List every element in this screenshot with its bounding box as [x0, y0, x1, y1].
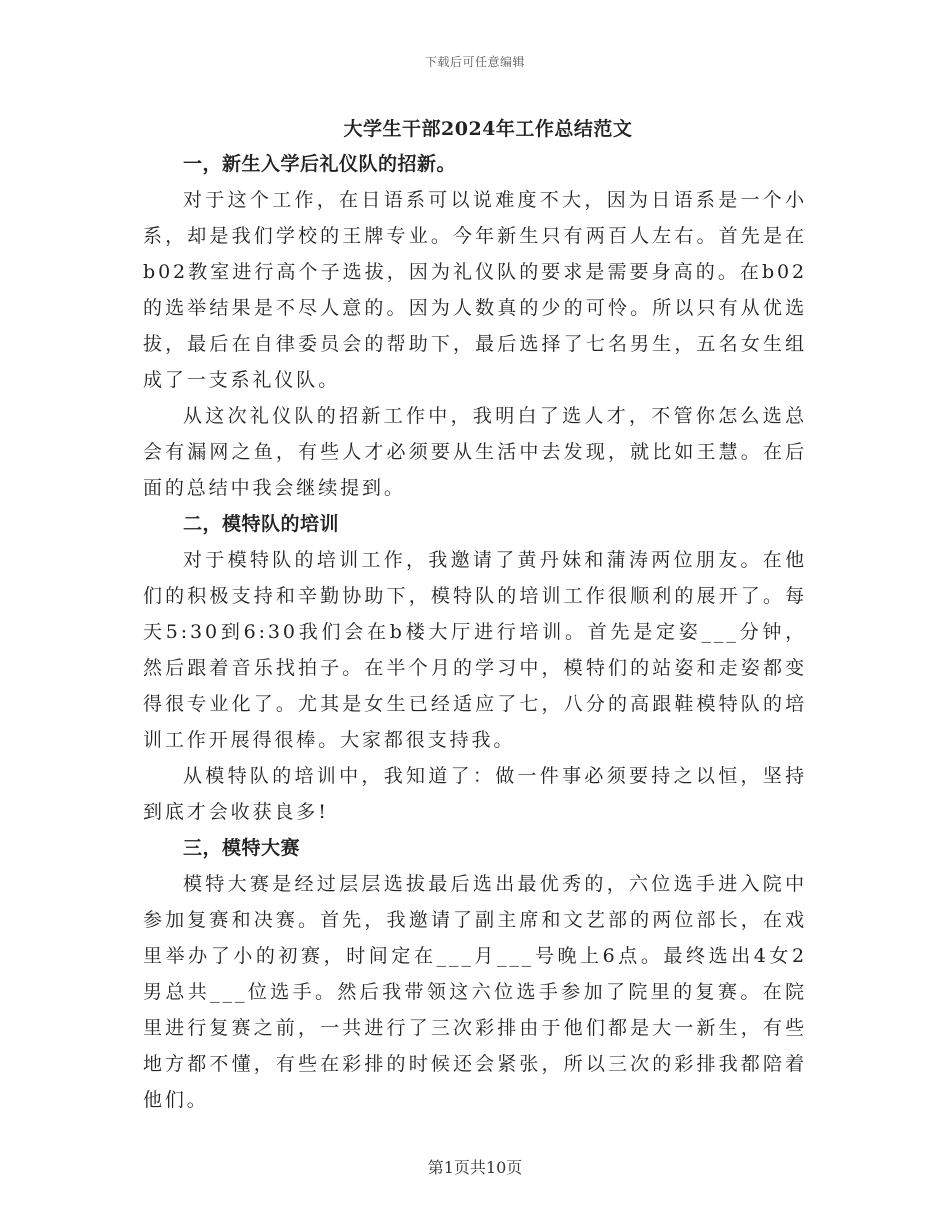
header-note: 下载后可任意编辑: [424, 55, 525, 69]
paragraph: 从模特队的培训中，我知道了：做一件事必须要持之以恒，坚持到底才会收获良多!: [143, 765, 807, 823]
paragraph: 从这次礼仪队的招新工作中，我明白了选人才，不管你怎么选总会有漏网之鱼，有些人才必须要从生活中去发现，就比如王慧。在后面的总结中我会继续提到。: [143, 405, 807, 499]
paragraph: 对于模特队的培训工作，我邀请了黄丹妹和蒲涛两位朋友。在他们的积极支持和辛勤协助下，模特队的培训工作很顺利的展开了。每天5:30到6:30我们会在b楼大厅进行培训。首先是定姿___分钟，然后跟着音乐找拍子。在半个月的学习中，模特们的站姿和走姿都变得很专业化了。尤其是女生已经适应了七，八分的高跟鞋模特队的培训工作开展得很棒。大家都很支持我。: [143, 549, 807, 751]
paragraph: 模特大赛是经过层层选拔最后选出最优秀的，六位选手进入院中参加复赛和决赛。首先，我邀请了副主席和文艺部的两位部长，在戏里举办了小的初赛，时间定在___月___号晚上6点。最终选出4女2男总共___位选手。然后我带领这六位选手参加了院里的复赛。在院里进行复赛之前，一共进行了三次彩排由于他们都是大一新生，有些地方都不懂，有些在彩排的时候还会紧张，所以三次的彩排我都陪着他们。: [143, 873, 807, 1111]
section-1: [143, 146, 807, 506]
section-3: [143, 830, 807, 1118]
section-heading: 二，模特队的培训: [183, 513, 340, 535]
document-title: 大学生干部2024年工作总结范文: [343, 118, 633, 140]
section-heading: 三，模特大赛: [183, 837, 301, 859]
section-2: [143, 506, 807, 830]
page-number-footer: 第1页共10页: [427, 1158, 523, 1177]
paragraph: 对于这个工作，在日语系可以说难度不大，因为日语系是一个小系，却是我们学校的王牌专业。今年新生只有两百人左右。首先是在b02教室进行高个子选拔，因为礼仪队的要求是需要身高的。在b02的选举结果是不尽人意的。因为人数真的少的可怜。所以只有从优选拔，最后在自律委员会的帮助下，最后选择了七名男生，五名女生组成了一支系礼仪队。: [143, 189, 807, 391]
document-body: [143, 112, 807, 1118]
section-heading: 一，新生入学后礼仪队的招新。: [183, 153, 457, 175]
